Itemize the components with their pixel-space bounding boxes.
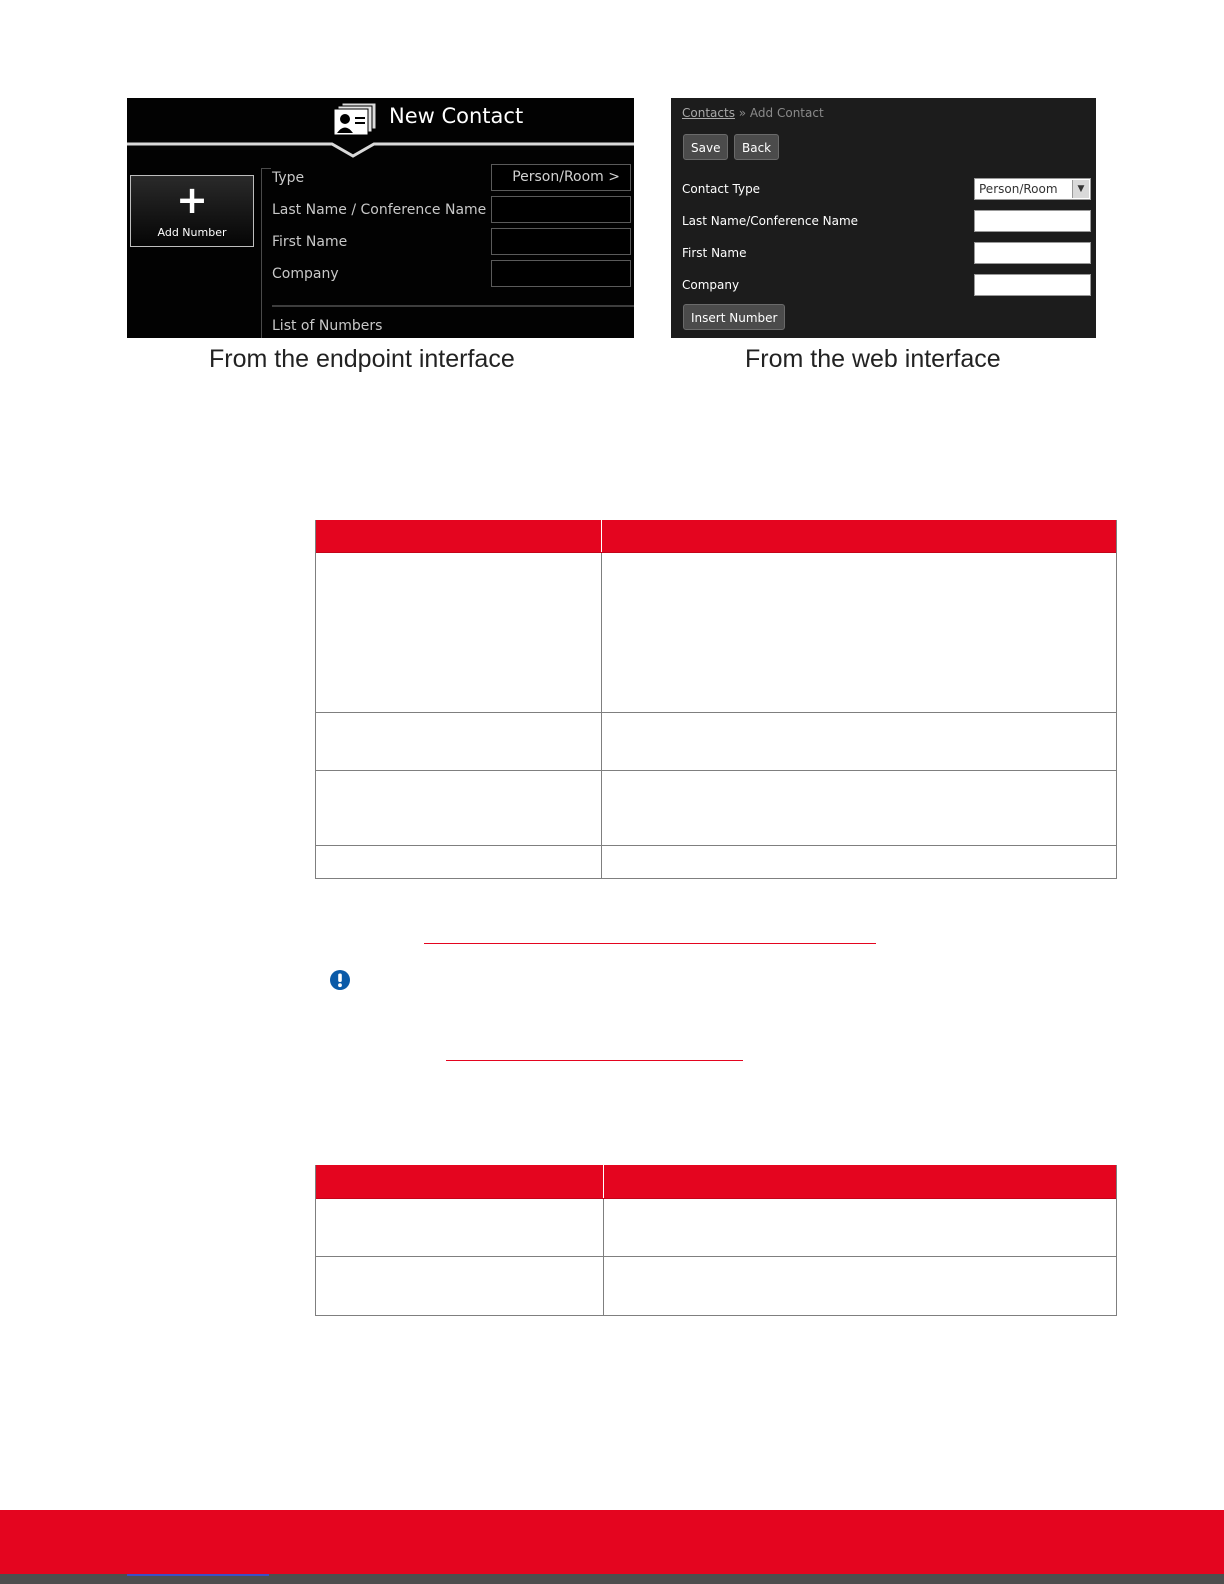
table-row [316,771,1116,846]
header-chevron-line [127,98,634,158]
breadcrumb-contacts-link[interactable]: Contacts [682,106,735,120]
endpoint-interface-screenshot [127,98,634,338]
divider [261,168,271,169]
last-name-label: Last Name/Conference Name [682,214,859,228]
first-name-field[interactable] [491,228,631,255]
fields-table-1 [315,520,1117,879]
last-name-label: Last Name / Conference Name [272,202,487,218]
contact-type-select[interactable] [974,178,1091,200]
table-cell [316,713,602,770]
company-label: Company [682,278,740,292]
table-cell [316,1199,604,1256]
breadcrumb-current: » Add Contact [734,106,824,120]
back-button[interactable]: Back [734,134,779,160]
table-cell [316,846,602,878]
type-selector[interactable]: Person/Room > [491,164,631,191]
web-interface-screenshot [671,98,1096,338]
footer-band [0,1510,1224,1574]
table-cell [602,771,1116,845]
list-of-numbers-label: List of Numbers [272,318,383,334]
company-field[interactable] [491,260,631,287]
contact-type-label: Contact Type [682,182,761,196]
fields-table-2 [315,1165,1117,1316]
table-row [316,553,1116,713]
breadcrumb [682,106,824,120]
table-header-cell [602,520,1116,552]
contact-card-icon [332,102,378,136]
exclamation-circle-icon [329,969,351,991]
type-label: Type [272,170,305,186]
table-header-cell [316,520,602,552]
table-row [316,846,1116,879]
last-name-field[interactable] [491,196,631,223]
add-number-label: Add Number [157,226,227,239]
web-caption: From the web interface [745,345,1001,373]
hyperlink-underline[interactable] [446,1060,743,1061]
first-name-label: First Name [682,246,747,260]
table-cell [316,1257,604,1315]
save-button[interactable]: Save [683,134,728,160]
add-number-button[interactable] [130,175,254,247]
endpoint-title: New Contact [389,104,524,128]
last-name-input[interactable] [974,210,1091,232]
table-cell [604,1257,1116,1315]
dropdown-arrow-icon[interactable]: ▼ [1072,180,1089,198]
table-cell [602,846,1116,878]
table-header-row [316,520,1116,553]
table-header-row [316,1165,1116,1199]
company-input[interactable] [974,274,1091,296]
endpoint-caption: From the endpoint interface [209,345,515,373]
hyperlink-underline[interactable] [424,943,876,944]
insert-number-button[interactable]: Insert Number [683,304,785,330]
divider [261,168,262,338]
table-row [316,713,1116,771]
table-cell [602,713,1116,770]
divider [272,305,634,307]
table-cell [604,1199,1116,1256]
table-header-cell [316,1165,604,1198]
plus-icon: + [176,178,208,222]
table-row [316,1257,1116,1316]
table-header-cell [604,1165,1116,1198]
table-cell [316,553,602,712]
first-name-input[interactable] [974,242,1091,264]
company-label: Company [272,266,339,282]
table-row [316,1199,1116,1257]
table-cell [602,553,1116,712]
contact-type-value: Person/Room [979,182,1058,196]
endpoint-header [127,98,634,142]
first-name-label: First Name [272,234,348,250]
table-cell [316,771,602,845]
footer-link[interactable] [127,1574,269,1576]
